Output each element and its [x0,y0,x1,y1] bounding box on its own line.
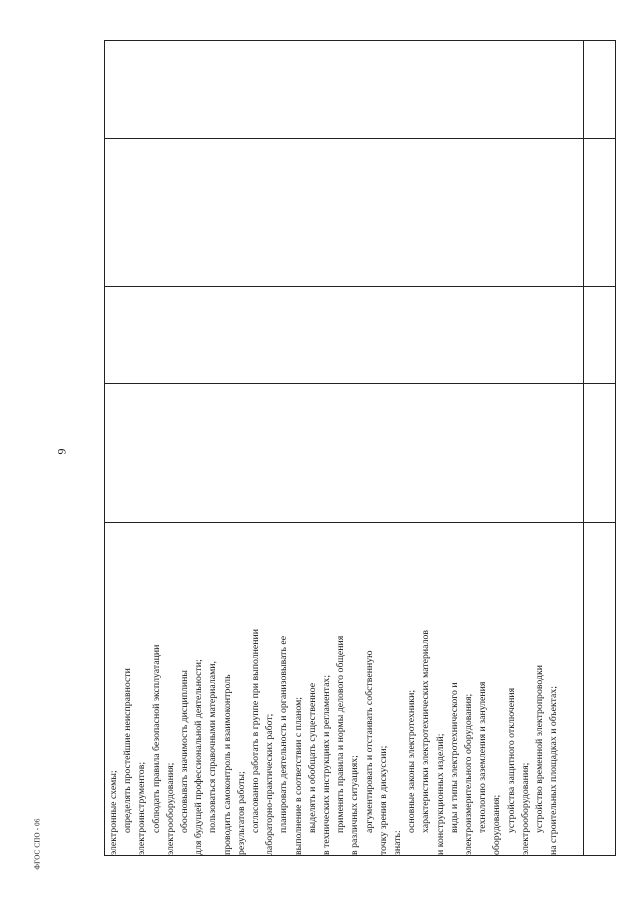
table-row-divider [105,138,615,139]
text-line: для будущей профессиональной деятельности; [193,659,205,855]
text-line: и конструкционных изделий; [434,733,446,855]
text-line: в технических инструкциях и регламентах; [321,674,333,855]
text-line: выделять и обобщать существенное [306,682,318,833]
competency-text-cell [107,524,595,855]
text-line: электрооборудования; [164,762,176,855]
text-line: аргументировать и отстаивать собственную [363,650,375,833]
text-line: соблюдать правила безопасной эксплуатации [150,644,162,833]
text-line: планировать деятельность и организовывать ее [278,635,290,833]
text-line: оборудования; [491,794,503,855]
text-line: пользоваться справочными материалами, [207,661,219,833]
document-footer [28,812,48,876]
text-line: виды и типы электротехнического и [448,682,460,833]
page-number [52,441,72,461]
text-line: в различных ситуациях; [349,755,361,855]
text-line: устройство временной электропроводки [534,664,546,833]
text-line: точку зрения в дискуссии; [377,745,389,855]
table-row-divider [105,383,615,384]
text-line: технологию заземления и зануления [477,681,489,833]
table-row-divider [105,286,615,287]
table-row-divider [105,522,615,523]
text-line: электроизмерительного оборудования; [463,693,475,855]
text-line: проводить самоконтроль и взаимоконтроль [221,674,233,855]
text-line: электронные схемы; [108,770,119,855]
curriculum-table [104,40,616,856]
text-line: применять правила и нормы делового общения [335,635,347,833]
text-line: лабораторно-практических работ; [264,713,276,855]
text-line: результатов работы; [235,771,247,855]
competency-text-lines [107,524,595,855]
page-number-text: 9 [54,448,69,454]
text-line: согласованно работать в группе при выполнении [250,629,262,833]
text-line: определять простейшие неисправности [122,668,134,833]
text-line: обосновывать значимость дисциплины [179,670,191,833]
text-line: основные законы электротехники; [406,689,418,833]
text-line: электрооборудования; [519,762,531,855]
footer-text: ФГОС СПО - 06 [34,818,42,870]
text-line: электроинструментов; [136,761,148,855]
text-line: знать: [392,830,404,855]
text-line: характеристики электротехнических материалов [420,629,432,833]
text-line: на строительных площадках и объектах; [548,686,560,855]
text-line: выполнение в соответствии с планом; [292,696,304,855]
text-line: устройства защитного отключения [505,687,517,833]
